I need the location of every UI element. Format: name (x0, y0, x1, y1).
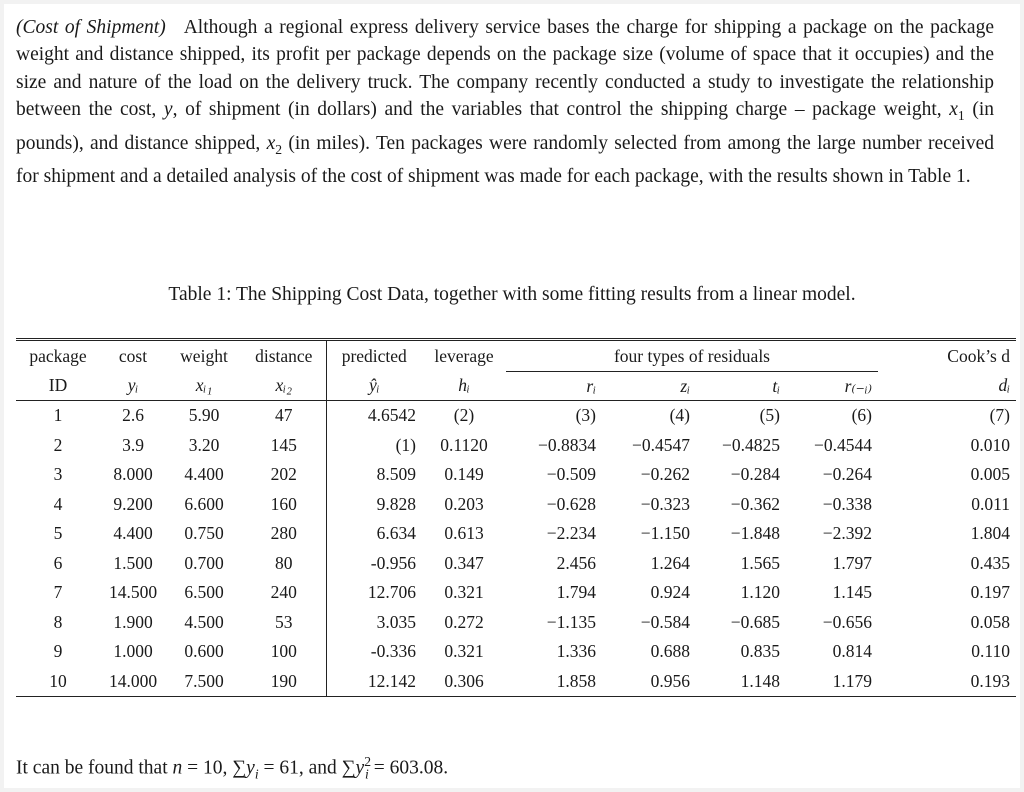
statement-text-3: (in pounds), and distance shipped, (16, 99, 994, 154)
cell-leverage: 0.203 (444, 493, 484, 514)
table-row (16, 637, 1016, 667)
cell-residual-r-minus-i: −0.656 (822, 611, 872, 632)
cell-id: 7 (53, 582, 63, 603)
cell-id: 3 (53, 464, 63, 485)
cell-weight: 6.600 (184, 493, 224, 514)
cell-residual-r: 1.336 (556, 641, 596, 662)
col-header-predicted: predicted (341, 345, 407, 366)
table-row (16, 460, 1016, 490)
shipping-cost-table (16, 338, 1016, 697)
col-header-cost: cost (118, 345, 148, 366)
cell-residual-r: −1.135 (546, 611, 596, 632)
cell-cooks-d: (7) (989, 405, 1010, 426)
cell-residual-r: −2.234 (546, 523, 596, 544)
cell-predicted: 9.828 (376, 493, 416, 514)
document-page (4, 4, 1020, 788)
subheader-id: ID (16, 372, 100, 401)
cell-cooks-d: 1.804 (970, 523, 1010, 544)
symbol-x1-subscript: 1 (957, 108, 965, 124)
cell-residual-r-minus-i: 1.145 (832, 582, 872, 603)
cell-leverage: 0.149 (444, 464, 484, 485)
cell-residual-z: −1.150 (640, 523, 690, 544)
cell-predicted: 6.634 (376, 523, 416, 544)
subheader-yhat: ŷᵢ (326, 372, 422, 401)
subheader-r-minus-i: r₍₋ᵢ₎ (786, 372, 878, 401)
col-header-cooks-d: Cook’s d (947, 345, 1010, 366)
cell-residual-z: −0.584 (640, 611, 690, 632)
cell-leverage: 0.613 (444, 523, 484, 544)
cell-predicted: 3.035 (376, 611, 416, 632)
cell-distance: 280 (242, 519, 326, 549)
symbol-n: n (172, 757, 183, 779)
cell-weight: 0.750 (184, 523, 224, 544)
symbol-x1: x (949, 99, 958, 121)
cell-residual-r-minus-i: −0.338 (822, 493, 872, 514)
cell-residual-r-minus-i: 0.814 (832, 641, 872, 662)
cell-residual-r-minus-i: −0.264 (822, 464, 872, 485)
subheader-x1: xᵢ₁ (166, 372, 242, 401)
subheader-y: yᵢ (100, 372, 166, 401)
cell-id: 6 (53, 552, 63, 573)
table-row (16, 519, 1016, 549)
cell-distance: 53 (242, 608, 326, 638)
symbol-y-sq-subscript: i (365, 766, 369, 782)
cell-cost: 3.9 (122, 434, 144, 455)
cell-residual-r-minus-i: 1.179 (832, 670, 872, 691)
cell-residual-r: (3) (575, 405, 596, 426)
table-row (16, 667, 1016, 697)
summary-line (16, 754, 448, 782)
col-header-residuals: four types of residuals (506, 340, 878, 372)
symbol-y-sq: y (355, 757, 365, 779)
statement-text-2: , of shipment (in dollars) and the variables that control the shipping charge – package weight, (172, 99, 950, 121)
cell-weight: 0.600 (184, 641, 224, 662)
cell-residual-t: −0.4825 (722, 434, 780, 455)
cell-residual-t: −0.362 (730, 493, 780, 514)
cell-residual-r: −0.8834 (538, 434, 596, 455)
cell-residual-z: −0.4547 (632, 434, 690, 455)
sum-symbol-2: ∑ (341, 757, 356, 779)
problem-statement (16, 14, 994, 190)
cell-leverage: 0.306 (444, 670, 484, 691)
n-value: = 10, (182, 757, 233, 779)
problem-title: (Cost of Shipment) (16, 17, 166, 38)
cell-residual-t: 1.565 (740, 552, 780, 573)
cell-distance: 240 (242, 578, 326, 608)
cell-weight: 4.400 (184, 464, 224, 485)
statement-text-4: (in miles). Ten packages were randomly selected from among the large number received for shipment and a detailed analysis of the cost of shipment was made for each package, with the results shown in Table 1. (16, 132, 994, 187)
cell-residual-r: −0.509 (546, 464, 596, 485)
subheader-r: rᵢ (506, 372, 602, 401)
table-row (16, 431, 1016, 461)
cell-residual-t: 1.120 (740, 582, 780, 603)
cell-cooks-d: 0.005 (970, 464, 1010, 485)
table-row (16, 401, 1016, 431)
cell-residual-r: 2.456 (556, 552, 596, 573)
symbol-y-sum: y (246, 757, 255, 779)
cell-residual-z: 0.924 (650, 582, 690, 603)
subheader-h: hᵢ (422, 372, 506, 401)
cell-cooks-d: 0.110 (971, 641, 1010, 662)
cell-cooks-d: 0.010 (970, 434, 1010, 455)
cell-residual-t: (5) (759, 405, 780, 426)
cell-cost: 1.000 (113, 641, 153, 662)
cell-cost: 14.000 (108, 670, 158, 691)
cell-cost: 1.900 (113, 611, 153, 632)
cell-cost: 9.200 (113, 493, 153, 514)
table-row (16, 490, 1016, 520)
cell-leverage: (2) (453, 405, 475, 426)
cell-id: 5 (53, 523, 63, 544)
cell-residual-z: 0.956 (650, 670, 690, 691)
cell-cost: 4.400 (113, 523, 153, 544)
symbol-y: y (163, 99, 173, 121)
cell-id: 2 (53, 434, 63, 455)
symbol-y-sq-exponent: 2 (364, 754, 372, 769)
subheader-x2: xᵢ₂ (242, 372, 326, 401)
table-row (16, 608, 1016, 638)
cell-predicted: -0.956 (370, 552, 416, 573)
statement-text-1: Although a regional express delivery service bases the charge for shipping a package on the package weight and distance shipped, its profit per package depends on the package size (volume of space that it occupies) and the size and nature of the load on the delivery truck. The company recently conducted a study to investigate the relationship between the cost, (16, 17, 994, 121)
cell-predicted: (1) (395, 434, 416, 455)
cell-distance: 145 (242, 431, 326, 461)
symbol-x2: x (266, 132, 276, 154)
cell-residual-t: −1.848 (730, 523, 780, 544)
cell-cooks-d: 0.197 (970, 582, 1010, 603)
col-header-package: package (29, 345, 87, 366)
cell-leverage: 0.321 (444, 641, 484, 662)
cell-cost: 8.000 (113, 464, 153, 485)
cell-residual-z: 0.688 (650, 641, 690, 662)
cell-residual-r-minus-i: −2.392 (822, 523, 872, 544)
cell-residual-r-minus-i: −0.4544 (814, 434, 872, 455)
cell-residual-z: −0.262 (640, 464, 690, 485)
cell-cooks-d: 0.193 (970, 670, 1010, 691)
cell-weight: 3.20 (188, 434, 220, 455)
cell-distance: 190 (242, 667, 326, 697)
cell-residual-r: 1.858 (556, 670, 596, 691)
cell-predicted: -0.336 (370, 641, 416, 662)
cell-distance: 202 (242, 460, 326, 490)
summary-text: It can be found that (16, 757, 173, 779)
cell-weight: 0.700 (184, 552, 224, 573)
cell-cost: 1.500 (113, 552, 153, 573)
cell-leverage: 0.1120 (440, 434, 488, 455)
cell-residual-t: −0.685 (730, 611, 780, 632)
cell-distance: 80 (242, 549, 326, 579)
cell-residual-r-minus-i: (6) (851, 405, 872, 426)
subheader-z: zᵢ (602, 372, 696, 401)
cell-id: 9 (53, 641, 63, 662)
cell-id: 10 (49, 670, 67, 691)
subheader-d: dᵢ (878, 372, 1016, 401)
cell-cooks-d: 0.435 (970, 552, 1010, 573)
cell-predicted: 12.142 (367, 670, 416, 691)
col-header-leverage: leverage (434, 345, 494, 366)
cell-residual-r: 1.794 (556, 582, 596, 603)
cell-residual-r: −0.628 (546, 493, 596, 514)
cell-leverage: 0.321 (444, 582, 484, 603)
sum-symbol: ∑ (232, 757, 247, 779)
cell-predicted: 8.509 (376, 464, 416, 485)
table-row (16, 578, 1016, 608)
cell-leverage: 0.347 (444, 552, 484, 573)
sum-y-value: = 61, and (258, 757, 342, 779)
cell-weight: 6.500 (184, 582, 224, 603)
cell-distance: 47 (242, 401, 326, 431)
cell-cooks-d: 0.011 (971, 493, 1010, 514)
cell-distance: 100 (242, 637, 326, 667)
table-body (16, 401, 1016, 697)
cell-weight: 7.500 (184, 670, 224, 691)
cell-id: 4 (53, 493, 63, 514)
cell-residual-r-minus-i: 1.797 (832, 552, 872, 573)
cell-distance: 160 (242, 490, 326, 520)
symbol-x2-subscript: 2 (275, 141, 283, 157)
cell-cost: 14.500 (108, 582, 158, 603)
table-row (16, 549, 1016, 579)
cell-residual-t: −0.284 (730, 464, 780, 485)
cell-residual-t: 0.835 (740, 641, 780, 662)
cell-predicted: 12.706 (367, 582, 416, 603)
sum-y-sq-value: = 603.08. (368, 757, 449, 779)
col-header-weight: weight (180, 345, 228, 366)
cell-cooks-d: 0.058 (970, 611, 1010, 632)
cell-weight: 5.90 (188, 405, 220, 426)
cell-residual-z: (4) (669, 405, 690, 426)
cell-residual-t: 1.148 (740, 670, 780, 691)
cell-id: 8 (53, 611, 63, 632)
table-container (16, 338, 1016, 697)
table-caption: Table 1: The Shipping Cost Data, together with some fitting results from a linear model. (168, 284, 856, 305)
cell-id: 1 (53, 405, 63, 426)
cell-cost: 2.6 (122, 405, 144, 426)
cell-leverage: 0.272 (444, 611, 484, 632)
col-header-distance: distance (242, 340, 326, 372)
cell-residual-z: 1.264 (650, 552, 690, 573)
cell-residual-z: −0.323 (640, 493, 690, 514)
symbol-y-sum-subscript: i (254, 766, 259, 782)
cell-predicted: 4.6542 (367, 405, 416, 426)
subheader-t: tᵢ (696, 372, 786, 401)
cell-weight: 4.500 (184, 611, 224, 632)
